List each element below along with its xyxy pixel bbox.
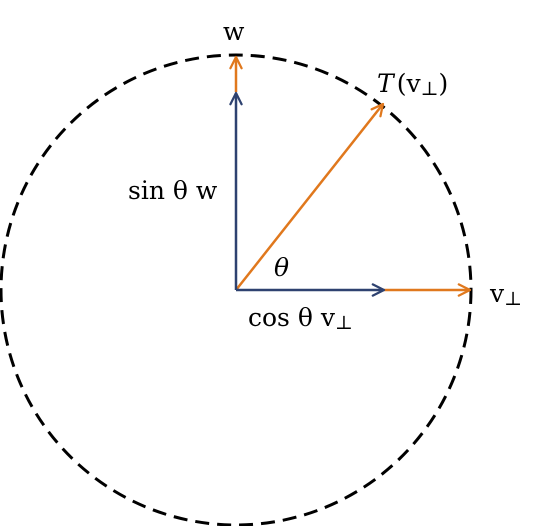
- label-t-arg-sub: ⊥: [420, 78, 439, 100]
- label-v-perp: [489, 279, 522, 310]
- t-v-perp-vector-arrow: [236, 104, 383, 290]
- label-theta: θ: [274, 253, 290, 282]
- label-t-v-perp: [377, 69, 448, 100]
- label-cos-theta-v-perp: [248, 303, 353, 334]
- label-cos-theta-v: cos θ v: [248, 303, 335, 332]
- label-cos-sub: ⊥: [334, 312, 353, 334]
- label-t-close: ): [438, 69, 449, 98]
- label-t-arg: (v: [396, 69, 421, 98]
- label-sin-theta-w: sin θ w: [128, 176, 218, 205]
- label-v-perp-v: v: [490, 279, 505, 308]
- label-t-symbol: T: [377, 69, 394, 98]
- label-w: w: [223, 17, 245, 46]
- label-v-perp-sub: ⊥: [504, 288, 522, 310]
